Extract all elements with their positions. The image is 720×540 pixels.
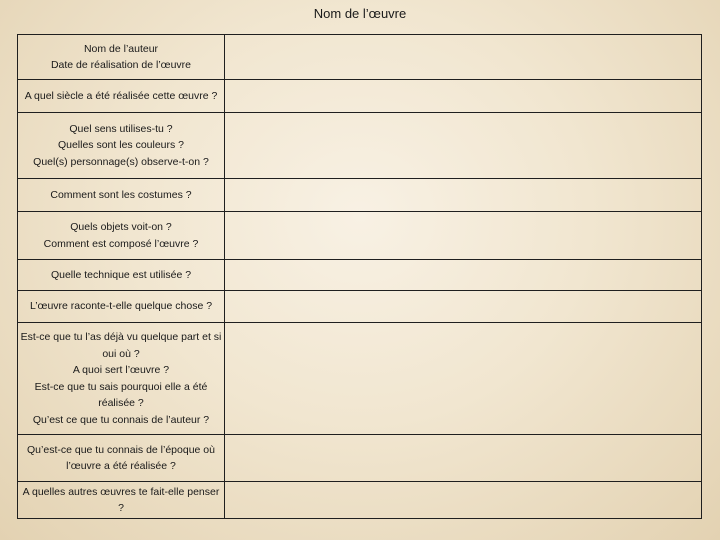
question-cell	[18, 212, 225, 260]
worksheet-row	[18, 323, 702, 435]
question-cell	[18, 260, 225, 291]
question-cell	[18, 435, 225, 482]
question-text: Quel(s) personnage(s) observe-t-on ?	[33, 155, 209, 168]
worksheet-row	[18, 113, 702, 179]
answer-cell[interactable]	[225, 435, 702, 482]
worksheet-row	[18, 260, 702, 291]
question-text: L’œuvre raconte-t-elle quelque chose ?	[29, 300, 213, 313]
question-text: A quel siècle a été réalisée cette œuvre ?	[24, 89, 218, 102]
answer-cell[interactable]	[225, 482, 702, 519]
worksheet-row	[18, 482, 702, 519]
answer-cell[interactable]	[225, 179, 702, 212]
answer-cell[interactable]	[225, 323, 702, 435]
question-text: Est-ce que tu l’as déjà vu quelque part et si oui où ?	[20, 331, 222, 360]
question-text: A quoi sert l’œuvre ?	[72, 364, 170, 376]
worksheet-table	[17, 34, 702, 519]
question-cell	[18, 291, 225, 323]
question-text: Qu’est ce que tu connais de l’auteur ?	[32, 413, 210, 426]
question-text: Qu’est-ce que tu connais de l’époque où l’œuvre a été réalisée ?	[27, 443, 215, 472]
answer-cell[interactable]	[225, 35, 702, 80]
answer-cell[interactable]	[225, 80, 702, 113]
question-text: Quels objets voit-on ?	[70, 221, 172, 233]
answer-cell[interactable]	[225, 113, 702, 179]
worksheet-row	[18, 435, 702, 482]
answer-cell[interactable]	[225, 260, 702, 291]
question-cell	[18, 482, 225, 519]
question-text: Quel sens utilises-tu ?	[69, 122, 173, 135]
question-cell	[18, 179, 225, 212]
answer-cell[interactable]	[225, 212, 702, 260]
question-cell	[18, 35, 225, 80]
question-cell	[18, 323, 225, 435]
page-title: Nom de l’œuvre	[313, 6, 407, 21]
worksheet-rows	[18, 35, 702, 519]
question-text: Date de réalisation de l’œuvre	[50, 59, 192, 71]
worksheet-row	[18, 291, 702, 323]
question-text: Quelle technique est utilisée ?	[50, 268, 192, 281]
question-text: A quelles autres œuvres te fait-elle penser ?	[22, 485, 220, 514]
question-text: Est-ce que tu sais pourquoi elle a été réalisée ?	[34, 380, 208, 409]
worksheet-row	[18, 35, 702, 80]
question-text: Comment est composé l’œuvre ?	[43, 237, 199, 250]
worksheet-row	[18, 80, 702, 113]
question-text: Comment sont les costumes ?	[50, 188, 192, 201]
question-cell	[18, 113, 225, 179]
answer-cell[interactable]	[225, 291, 702, 323]
question-cell	[18, 80, 225, 113]
question-text: Nom de l’auteur	[83, 42, 159, 55]
worksheet-row	[18, 179, 702, 212]
worksheet-row	[18, 212, 702, 260]
question-text: Quelles sont les couleurs ?	[57, 139, 185, 152]
